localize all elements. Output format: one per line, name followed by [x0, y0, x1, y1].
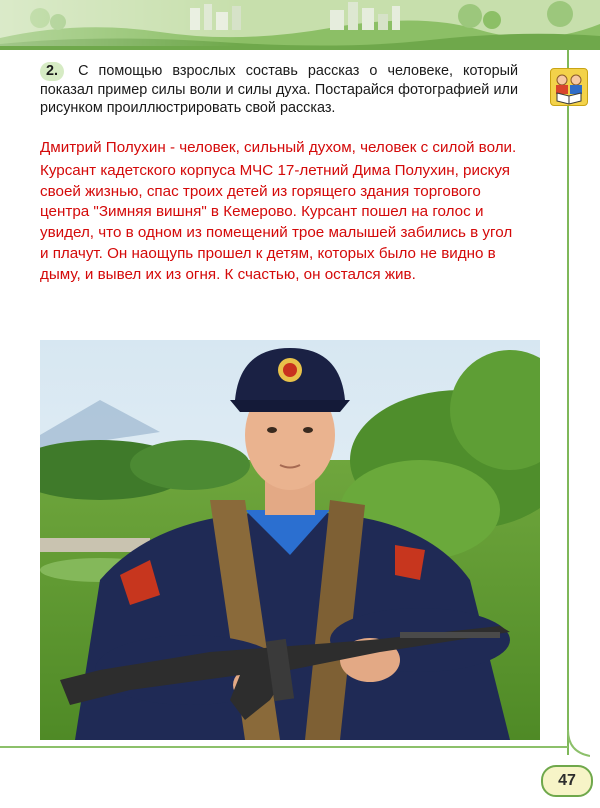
- task-text: С помощью взрослых составь рассказ о человеке, который показал пример силы воли и силы духа. Постарайся фотографией или рисунком проиллюстрировать свой рассказ.: [40, 63, 519, 116]
- people-book-icon: [550, 68, 588, 106]
- answer-paragraph-1: Дмитрий Полухин - человек, сильный духом, человек с силой воли.: [40, 139, 517, 156]
- top-banner: [0, 0, 600, 50]
- answer-text: [40, 138, 524, 288]
- page-number: 47: [558, 772, 576, 789]
- bottom-margin-rule: [0, 746, 568, 748]
- page-number-badge: [541, 765, 593, 797]
- corner-curve: [540, 730, 590, 760]
- cadet-illustration: [40, 340, 540, 740]
- cadet-photo: [40, 340, 540, 740]
- banner-fade: [0, 0, 600, 50]
- banner-stripe: [0, 46, 600, 50]
- task-instruction: [40, 62, 518, 118]
- answer-paragraph-2: Курсант кадетского корпуса МЧС 17-летний Дима Полухин, рискуя своей жизнью, спас троих детей из горящего здания торгового центра "Зимняя вишня" в Кемерово. Курсант пошел на голос и увидел, что в одном из помещений трое малышей забились в угол и плачут. Он наощупь прошел к детям, которых было не видно в дыму, и вывел их из огня. К счастью, он остался жив.: [40, 161, 513, 283]
- task-number: 2.: [40, 62, 64, 81]
- right-margin-rule: [567, 50, 569, 755]
